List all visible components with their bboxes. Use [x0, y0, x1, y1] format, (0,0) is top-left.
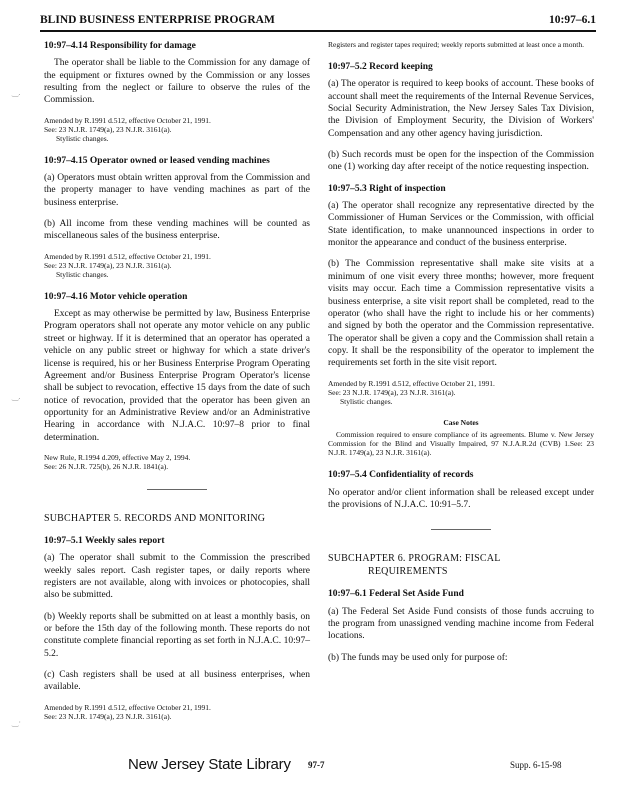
- margin-mark: ‿.: [12, 88, 21, 97]
- section-heading: 10:97–5.4 Confidentiality of records: [328, 470, 474, 481]
- subchapter-line: SUBCHAPTER 6. PROGRAM: FISCAL: [328, 553, 501, 565]
- section-heading: 10:97–5.3 Right of inspection: [328, 183, 446, 194]
- amendment-history: [44, 116, 310, 143]
- history-line: See: 23 N.J.R. 1749(a), 23 N.J.R. 3161(a).: [44, 260, 172, 270]
- amendment-history: [44, 703, 310, 721]
- section-heading: 10:97–5.2 Record keeping: [328, 62, 433, 72]
- paragraph: (b) The funds may be used only for purpose of:: [328, 652, 508, 663]
- right-column: [328, 40, 594, 673]
- amendment-history: [44, 252, 310, 279]
- case-notes-heading: Case Notes: [443, 417, 479, 427]
- running-header: [40, 12, 596, 32]
- section-heading: 10:97–4.16 Motor vehicle operation: [44, 291, 188, 302]
- page-footer: [0, 752, 618, 782]
- section-heading: 10:97–6.1 Federal Set Aside Fund: [328, 589, 464, 600]
- paragraph: The operator shall be liable to the Commission for any damage of the equipment or fixtures owned by the Commission or any losses resulting from the neglect or failure to observe the rules of the Commission.: [44, 58, 310, 106]
- history-line: Stylistic changes.: [56, 133, 109, 143]
- amendment-history: [44, 453, 310, 471]
- history-line: See: 23 N.J.R. 1749(a), 23 N.J.R. 3161(a).: [44, 124, 172, 134]
- paragraph: (b) Weekly reports shall be submitted on at least a monthly basis, on or before the 15th day of the following month. These reports do not constitute complete financial reporting as set forth in N.J.A.C. 10:97–5.2.: [44, 611, 310, 659]
- paragraph: Except as may otherwise be permitted by law, Business Enterprise Program operators shall not operate any motor vehicle on any public street or highway. If it is determined that an operator has operated a vehicle on any public street or highway for which a state driver's license is required, his or her Business Enterprise Program Operating Agreement and/or Business Enterprise Program Operator's license shall be subject to revocation, effective 15 days from the date of such notice of revocation, provided that the operator has been given an opportunity for an Administrative Review and/or an Administrative Hearing in accordance with N.J.A.C. 10:97–8 prior to final determination.: [44, 309, 310, 443]
- history-line: Stylistic changes.: [56, 269, 109, 279]
- header-title: BLIND BUSINESS ENTERPRISE PROGRAM: [40, 14, 275, 26]
- history-line: See: 23 N.J.R. 1749(a), 23 N.J.R. 3161(a).: [44, 711, 172, 721]
- history-line: Amended by R.1991 d.512, effective October 21, 1991.: [44, 251, 211, 261]
- paragraph: (b) Such records must be open for the inspection of the Commission one (1) working day after receipt of the notice requesting inspection.: [328, 150, 594, 173]
- history-line: Stylistic changes.: [340, 396, 393, 406]
- section-heading: 10:97–4.14 Responsibility for damage: [44, 41, 196, 51]
- history-line: New Rule, R.1994 d.209, effective May 2, 1994.: [44, 452, 191, 462]
- margin-mark: ‿.: [12, 392, 21, 401]
- header-section: 10:97–6.1: [549, 14, 596, 26]
- history-line: Amended by R.1991 d.512, effective October 21, 1991.: [44, 115, 211, 125]
- page-number: 97-7: [308, 760, 325, 770]
- history-line: See: 23 N.J.R. 1749(a), 23 N.J.R. 3161(a).: [328, 387, 456, 397]
- paragraph: (a) The operator shall recognize any representative directed by the Commissioner of Human Services or the Commission, with official State identification, to make unannounced inspections in order to monitor the appearance and conduct of the business enterprise.: [328, 201, 594, 249]
- paragraph: (a) Operators must obtain written approval from the Commission and the property manager to have vending machines as part of the business enterprise.: [44, 173, 310, 208]
- history-line: Amended by R.1991 d.512, effective October 21, 1991.: [44, 702, 211, 712]
- library-stamp: New Jersey State Library: [128, 756, 291, 773]
- paragraph: No operator and/or client information shall be released except under the provisions of N.J.A.C. 10:91–5.7.: [328, 487, 594, 510]
- paragraph: (b) The Commission representative shall make site visits at a minimum of one visit every three months; however, more frequent visits may occur. Each time a Commission representative visits a business enterprise, a site visit report shall be completed, read to the operator (who shall have the right to include his or her comments) and signed by both the operator and the Commission representative. The operator shall be given a copy and the Commission shall retain a copy. It shall be the responsibility of the operator to implement the requirements set forth in the site visit report.: [328, 259, 594, 369]
- case-notes-text: Commission required to ensure compliance of its agreements. Blume v. New Jersey Commission for the Blind and Visually Impaired, 97 N.J.A.R.2d (CVB) 1.See: 23 N.J.R. 1749(a), 23 N.J.R. 3161(a).: [328, 430, 594, 458]
- section-heading: 10:97–5.1 Weekly sales report: [44, 535, 165, 546]
- paragraph: (a) The operator shall submit to the Commission the prescribed weekly sales report. Cash register tapes, or daily reports where registers are not available, along with invoices or photocopies, shall also be submitted.: [44, 553, 310, 601]
- divider: [431, 529, 491, 530]
- subchapter-title: SUBCHAPTER 5. RECORDS AND MONITORING: [44, 512, 266, 524]
- annotation-note: Registers and register tapes required; weekly reports submitted at least once a month.: [328, 40, 584, 49]
- paragraph: (a) The Federal Set Aside Fund consists of those funds accruing to the program from unassigned vending machine income from Federal locations.: [328, 606, 594, 642]
- amendment-history: [328, 379, 594, 406]
- section-heading: 10:97–4.15 Operator owned or leased vending machines: [44, 155, 270, 166]
- paragraph: (c) Cash registers shall be used at all business enterprises, when available.: [44, 670, 310, 693]
- margin-mark: ‿·: [12, 718, 22, 727]
- history-line: See: 26 N.J.R. 725(b), 26 N.J.R. 1841(a).: [44, 461, 169, 471]
- subchapter-title: [328, 552, 594, 578]
- paragraph: (a) The operator is required to keep books of account. These books of account shall meet the requirements of the Internal Revenue Services, Social Security Administration, the New Jersey Sales Tax Division, the Division of Employment Security, the Division of Workers' Compensation and any other agency having jurisdiction.: [328, 79, 594, 139]
- left-column: [44, 40, 310, 733]
- supplement-date: Supp. 6-15-98: [510, 760, 562, 770]
- paragraph: (b) All income from these vending machines will be counted as miscellaneous sales of the business enterprise.: [44, 219, 310, 242]
- divider: [147, 489, 207, 490]
- subchapter-line: REQUIREMENTS: [368, 566, 448, 578]
- history-line: Amended by R.1991 d.512, effective October 21, 1991.: [328, 378, 495, 388]
